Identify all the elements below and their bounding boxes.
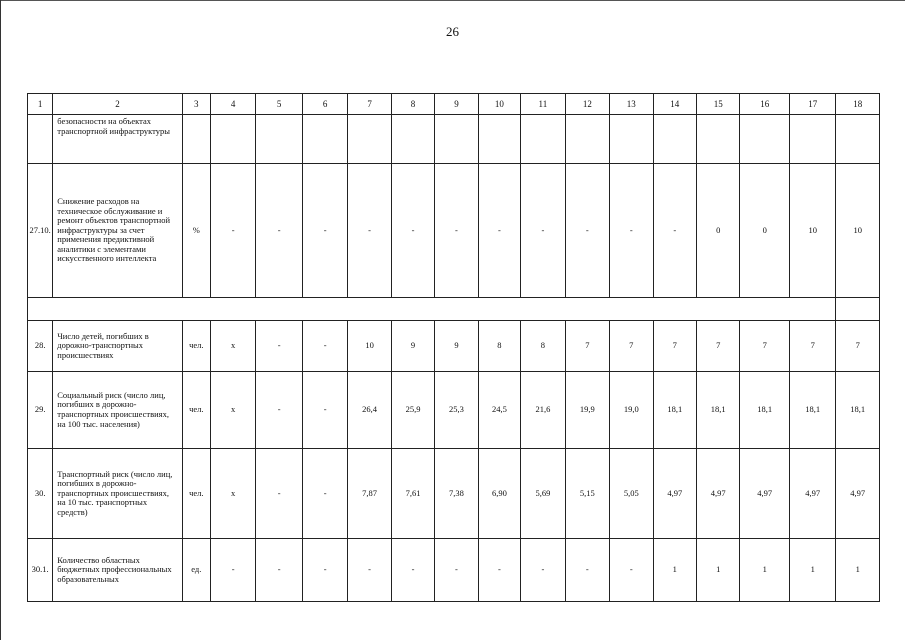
- value-cell: 18,1: [653, 372, 696, 449]
- unit-cell: чел.: [182, 372, 210, 449]
- indicators-table: [27, 93, 880, 602]
- table-row-27-10: [28, 164, 880, 298]
- table-row-28: [28, 321, 880, 372]
- value-cell: 5,69: [521, 449, 565, 539]
- value-cell: -: [210, 539, 255, 602]
- table-row-30-1: [28, 539, 880, 602]
- indicator-name: Количество областных бюджетных профессиональных образовательных: [53, 539, 182, 602]
- table-row-continuation: [28, 115, 880, 164]
- header-cell: 16: [740, 94, 790, 115]
- unit-cell: чел.: [182, 449, 210, 539]
- indicator-name: Снижение расходов на техническое обслуживание и ремонт объектов транспортной инфраструктуры за счет применения предиктивной аналитики с элементами искусственного интеллекта: [53, 164, 182, 298]
- value-cell: 7: [653, 321, 696, 372]
- value-cell: -: [302, 539, 347, 602]
- header-cell: 15: [696, 94, 739, 115]
- value-cell: -: [256, 321, 302, 372]
- value-cell: -: [391, 539, 434, 602]
- value-cell: 4,97: [696, 449, 739, 539]
- row-number: 29.: [28, 372, 53, 449]
- value-cell: [348, 115, 391, 164]
- value-cell: -: [435, 539, 478, 602]
- value-cell: 8: [478, 321, 520, 372]
- value-cell: [521, 115, 565, 164]
- header-cell: 1: [28, 94, 53, 115]
- value-cell: 1: [653, 539, 696, 602]
- value-cell: 19,0: [610, 372, 653, 449]
- value-cell: -: [521, 164, 565, 298]
- value-cell: -: [256, 372, 302, 449]
- row-number: [28, 115, 53, 164]
- indicator-name: Социальный риск (число лиц, погибших в дорожно-транспортных происшествиях, на 100 тыс. населения): [53, 372, 182, 449]
- value-cell: [435, 115, 478, 164]
- value-cell: -: [565, 164, 609, 298]
- header-cell: 14: [653, 94, 696, 115]
- value-cell: [789, 115, 835, 164]
- value-cell: 1: [740, 539, 790, 602]
- value-cell: 25,3: [435, 372, 478, 449]
- value-cell: 18,1: [696, 372, 739, 449]
- value-cell: 5,05: [610, 449, 653, 539]
- row-number: 30.: [28, 449, 53, 539]
- value-cell: х: [210, 321, 255, 372]
- value-cell: -: [302, 164, 347, 298]
- value-cell: -: [256, 164, 302, 298]
- header-cell: 18: [836, 94, 880, 115]
- header-cell: 12: [565, 94, 609, 115]
- subprogram-title: [28, 298, 836, 321]
- value-cell: 7: [836, 321, 880, 372]
- header-cell: 17: [789, 94, 835, 115]
- value-cell: 4,97: [789, 449, 835, 539]
- value-cell: -: [435, 164, 478, 298]
- value-cell: 24,5: [478, 372, 520, 449]
- table-row-30: [28, 449, 880, 539]
- value-cell: 4,97: [836, 449, 880, 539]
- value-cell: -: [478, 164, 520, 298]
- value-cell: 1: [836, 539, 880, 602]
- subprogram-empty-cell: [836, 298, 880, 321]
- scan-top-edge: [0, 0, 905, 1]
- value-cell: -: [478, 539, 520, 602]
- header-cell: 10: [478, 94, 520, 115]
- header-cell: 6: [302, 94, 347, 115]
- value-cell: [256, 115, 302, 164]
- value-cell: 1: [789, 539, 835, 602]
- value-cell: [610, 115, 653, 164]
- value-cell: 7: [610, 321, 653, 372]
- header-cell: 4: [210, 94, 255, 115]
- value-cell: 7: [740, 321, 790, 372]
- header-cell: 8: [391, 94, 434, 115]
- value-cell: -: [565, 539, 609, 602]
- value-cell: [210, 115, 255, 164]
- value-cell: 8: [521, 321, 565, 372]
- scan-left-edge: [0, 0, 1, 640]
- value-cell: -: [256, 449, 302, 539]
- row-number: 30.1.: [28, 539, 53, 602]
- value-cell: [391, 115, 434, 164]
- header-cell: 2: [53, 94, 182, 115]
- value-cell: 4,97: [740, 449, 790, 539]
- value-cell: 6,90: [478, 449, 520, 539]
- value-cell: -: [348, 539, 391, 602]
- value-cell: 0: [740, 164, 790, 298]
- indicator-name: Транспортный риск (число лиц, погибших в дорожно-транспортных происшествиях, на 10 тыс. транспортных средств): [53, 449, 182, 539]
- value-cell: -: [610, 164, 653, 298]
- value-cell: 10: [348, 321, 391, 372]
- value-cell: [836, 115, 880, 164]
- indicator-name: безопасности на объектах транспортной инфраструктуры: [53, 115, 182, 164]
- value-cell: -: [256, 539, 302, 602]
- value-cell: [565, 115, 609, 164]
- value-cell: 7: [565, 321, 609, 372]
- value-cell: -: [302, 321, 347, 372]
- value-cell: 19,9: [565, 372, 609, 449]
- value-cell: -: [302, 372, 347, 449]
- value-cell: 10: [836, 164, 880, 298]
- header-cell: 11: [521, 94, 565, 115]
- value-cell: [653, 115, 696, 164]
- value-cell: 9: [435, 321, 478, 372]
- value-cell: [740, 115, 790, 164]
- value-cell: -: [391, 164, 434, 298]
- unit-cell: чел.: [182, 321, 210, 372]
- page-number: 26: [446, 24, 459, 39]
- value-cell: 7,38: [435, 449, 478, 539]
- header-cell: 5: [256, 94, 302, 115]
- value-cell: -: [210, 164, 255, 298]
- value-cell: 0: [696, 164, 739, 298]
- value-cell: -: [302, 449, 347, 539]
- value-cell: 9: [391, 321, 434, 372]
- value-cell: 7,61: [391, 449, 434, 539]
- header-row: [28, 94, 880, 115]
- row-number: 28.: [28, 321, 53, 372]
- value-cell: 25,9: [391, 372, 434, 449]
- header-cell: 7: [348, 94, 391, 115]
- unit-cell: %: [182, 164, 210, 298]
- value-cell: [696, 115, 739, 164]
- header-cell: 3: [182, 94, 210, 115]
- header-cell: 9: [435, 94, 478, 115]
- value-cell: 1: [696, 539, 739, 602]
- value-cell: [302, 115, 347, 164]
- value-cell: -: [653, 164, 696, 298]
- value-cell: 26,4: [348, 372, 391, 449]
- unit-cell: ед.: [182, 539, 210, 602]
- value-cell: х: [210, 372, 255, 449]
- value-cell: -: [521, 539, 565, 602]
- value-cell: 21,6: [521, 372, 565, 449]
- value-cell: 7: [789, 321, 835, 372]
- value-cell: 5,15: [565, 449, 609, 539]
- unit-cell: [182, 115, 210, 164]
- header-cell: 13: [610, 94, 653, 115]
- row-number: 27.10.: [28, 164, 53, 298]
- value-cell: 18,1: [789, 372, 835, 449]
- value-cell: -: [610, 539, 653, 602]
- value-cell: х: [210, 449, 255, 539]
- value-cell: 10: [789, 164, 835, 298]
- value-cell: 7,87: [348, 449, 391, 539]
- subprogram-row: [28, 298, 880, 321]
- value-cell: 7: [696, 321, 739, 372]
- value-cell: 18,1: [836, 372, 880, 449]
- table-row-29: [28, 372, 880, 449]
- value-cell: 4,97: [653, 449, 696, 539]
- value-cell: [478, 115, 520, 164]
- indicator-name: Число детей, погибших в дорожно-транспортных происшествиях: [53, 321, 182, 372]
- value-cell: 18,1: [740, 372, 790, 449]
- value-cell: -: [348, 164, 391, 298]
